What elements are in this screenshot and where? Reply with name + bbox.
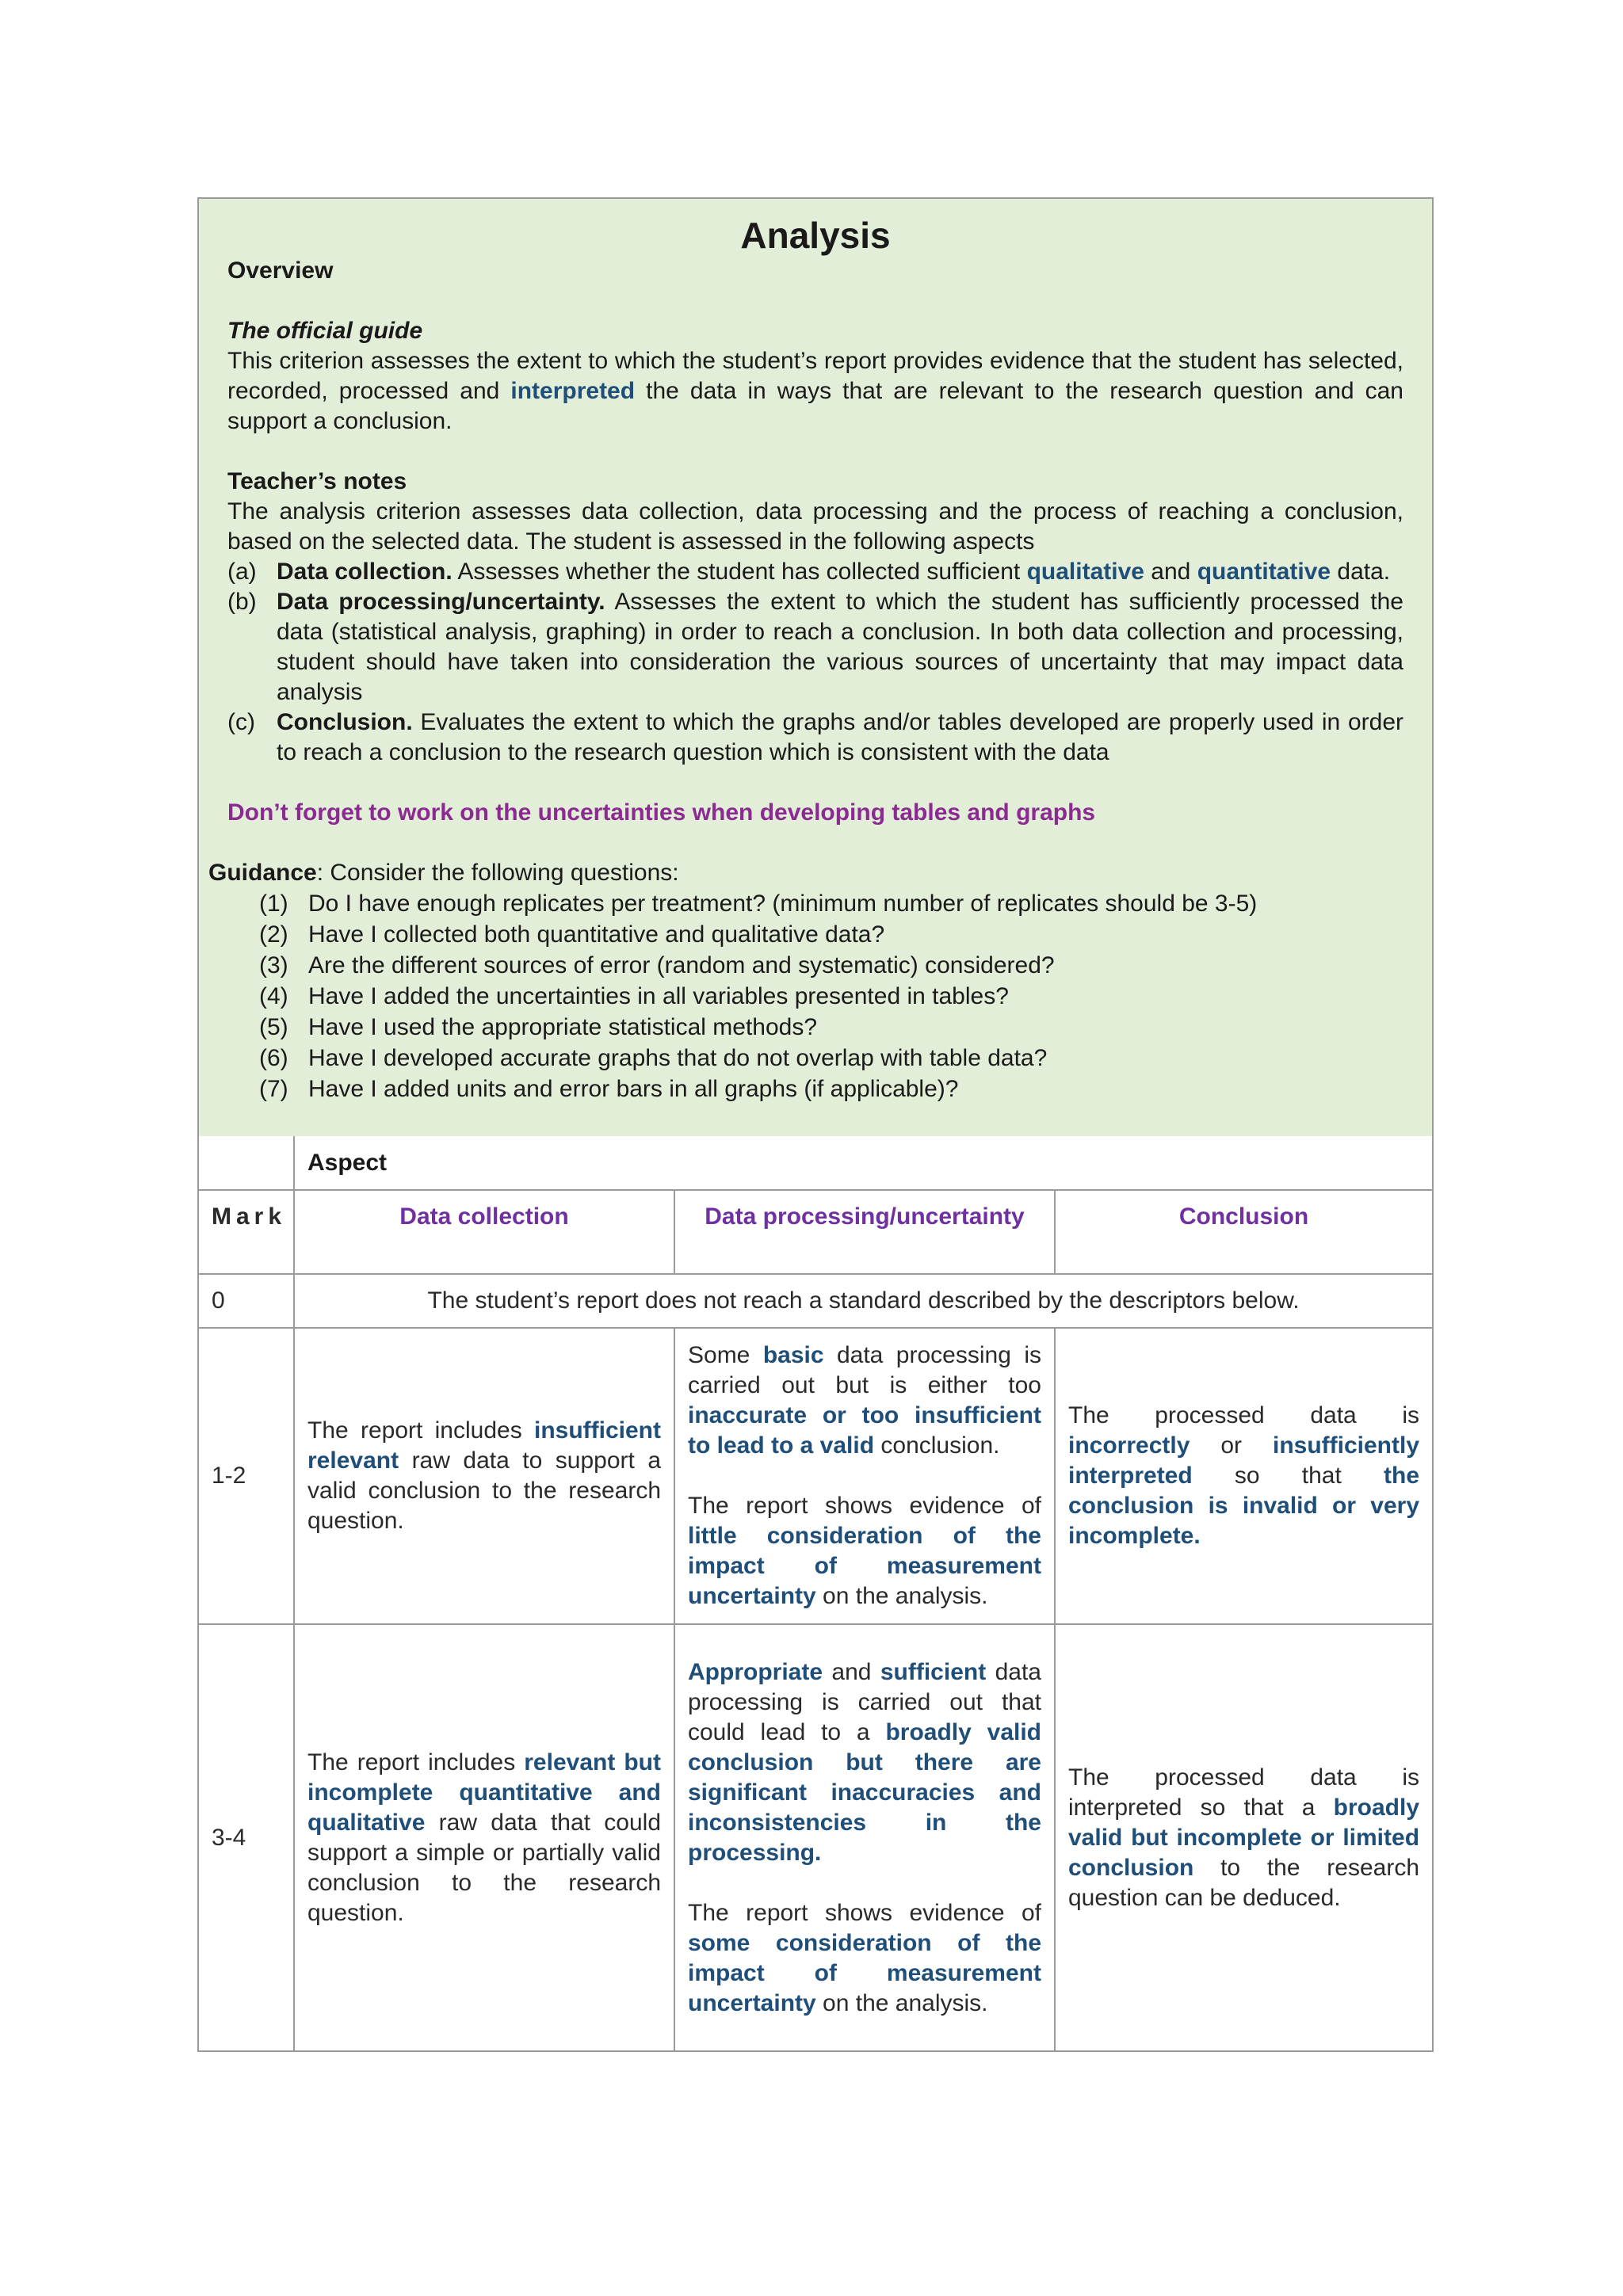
uncertainty-reminder: Don’t forget to work on the uncertainties when developing tables and graphs <box>227 799 1096 826</box>
list-item: (3) Are the different sources of error (random and systematic) considered? <box>259 952 1055 978</box>
list-item: (c) Conclusion. Evaluates the extent to which the graphs and/or tables developed are properly used in order to reach a conclusion to the research question which is consistent with the data <box>227 709 1403 765</box>
teachers-notes-heading: Teacher’s notes <box>227 468 407 494</box>
table-row <box>199 1190 1432 1274</box>
list-item: (7) Have I added units and error bars in all graphs (if applicable)? <box>259 1076 959 1102</box>
mark-header: Mark <box>199 1190 294 1274</box>
table-row <box>199 1328 1432 1624</box>
list-item: (b) Data processing/uncertainty. Assesses the extent to which the student has sufficiently processed the data (statistical analysis, graphing) in order to reach a conclusion. In both data collection and processing, student should have taken into consideration the various sources of uncertainty that may impact data analysis <box>227 589 1403 705</box>
row2-data-collection: The report includes relevant but incomplete quantitative and qualitative raw data that could support a simple or partially valid conclusion to the research question. <box>294 1624 674 2050</box>
aspects-list <box>227 557 1403 768</box>
mark-value: 0 <box>199 1274 294 1328</box>
list-item: (2) Have I collected both quantitative and qualitative data? <box>259 921 885 948</box>
table-row <box>199 1624 1432 2050</box>
guidance-panel <box>199 199 1432 1136</box>
official-guide-text: This criterion assesses the extent to which the student’s report provides evidence that the student has selected, recorded, processed and interpreted the data in ways that are relevant to the research question and can support a conclusion. <box>227 348 1403 434</box>
guidance-intro: Guidance: Consider the following questions: <box>208 860 679 886</box>
row1-data-collection: The report includes insufficient relevant raw data to support a valid conclusion to the research question. <box>294 1328 674 1624</box>
guidance-questions <box>227 888 1403 1104</box>
col-data-collection: Data collection <box>294 1190 674 1274</box>
row1-processing: Some basic data processing is carried out but is either too inaccurate or too insufficient to lead to a valid conclusion. The report shows evidence of little consideration of the impact of measurement uncertainty on the analysis. <box>674 1328 1055 1624</box>
table-row <box>199 1136 1432 1190</box>
mark-value: 1-2 <box>199 1328 294 1624</box>
list-item: (6) Have I developed accurate graphs that do not overlap with table data? <box>259 1045 1048 1071</box>
overview-label: Overview <box>227 257 334 284</box>
list-item: (4) Have I added the uncertainties in all variables presented in tables? <box>259 983 1009 1009</box>
mark-scheme-table <box>199 1136 1432 2050</box>
row2-conclusion: The processed data is interpreted so that a broadly valid but incomplete or limited conclusion to the research question can be deduced. <box>1055 1624 1432 2050</box>
row1-conclusion: The processed data is incorrectly or insufficiently interpreted so that the conclusion is invalid or very incomplete. <box>1055 1328 1432 1624</box>
list-item: (5) Have I used the appropriate statistical methods? <box>259 1014 818 1040</box>
col-processing: Data processing/uncertainty <box>674 1190 1055 1274</box>
list-item: (a) Data collection. Assesses whether the student has collected sufficient qualitative and quantitative data. <box>227 559 1391 585</box>
list-item: (1) Do I have enough replicates per treatment? (minimum number of replicates should be 3-5) <box>259 891 1258 917</box>
official-guide-heading: The official guide <box>227 318 423 344</box>
table-row <box>199 1274 1432 1328</box>
mark-value: 3-4 <box>199 1624 294 2050</box>
aspect-header: Aspect <box>294 1136 1432 1190</box>
teachers-notes-intro: The analysis criterion assesses data collection, data processing and the process of reaching a conclusion, based on the selected data. The student is assessed in the following aspects <box>227 498 1403 555</box>
row2-processing: Appropriate and sufficient data processing is carried out that could lead to a broadly valid conclusion but there are significant inaccuracies and inconsistencies in the processing. The report shows evidence of some consideration of the impact of measurement uncertainty on the analysis. <box>674 1624 1055 2050</box>
page-title: Analysis <box>740 215 891 256</box>
col-conclusion: Conclusion <box>1055 1190 1432 1274</box>
analysis-rubric-frame <box>197 197 1434 2052</box>
row0-descriptor: The student’s report does not reach a standard described by the descriptors below. <box>294 1274 1432 1328</box>
